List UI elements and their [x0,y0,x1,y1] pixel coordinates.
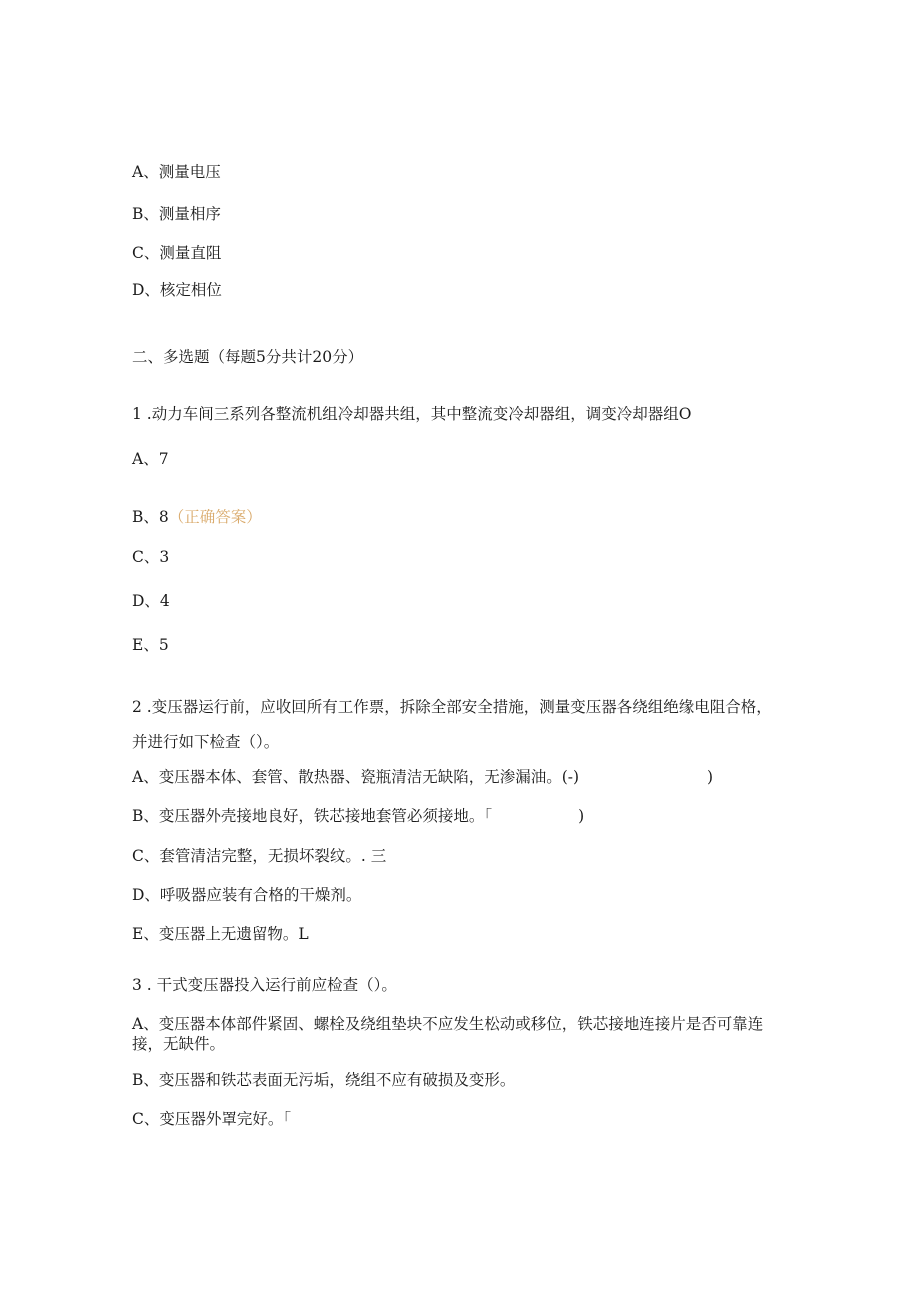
q2-option-a [132,767,713,787]
prev-question-option-a: A、测量电压 [132,163,221,181]
correct-answer-tag: （正确答案） [168,508,262,526]
q1-option-a: A、7 [132,450,169,468]
q2-option-c: C、套管清洁完整，无损坏裂纹。. 三 [132,847,387,865]
q3-option-a: A、变压器本体部件紧固、螺栓及绕组垫块不应发生松动或移位，铁芯接地连接片是否可靠连接，无缺件。 [132,1015,764,1053]
q2-option-b-end: ) [578,807,585,825]
q1-stem: 1 .动力车间三系列各整流机组冷却器共组，其中整流变冷却器组，调变冷却器组O [132,405,692,423]
prev-question-option-d: D、核定相位 [132,281,222,299]
q2-stem: 2 .变压器运行前，应收回所有工作票，拆除全部安全措施，测量变压器各绕组绝缘电阻合格，并进行如下检查（）。 [132,698,772,751]
q2-option-d: D、呼吸器应装有合格的干燥剂。 [132,886,362,904]
q2-option-a-text: A、变压器本体、套管、散热器、瓷瓶清洁无缺陷，无渗漏油。(-) [132,768,580,786]
prev-question-option-c: C、测量直阻 [132,244,222,262]
q3-option-b: B、变压器和铁芯表面无污垢，绕组不应有破损及变形。 [132,1071,516,1089]
q1-option-c: C、3 [132,548,170,566]
q2-option-b [132,806,584,826]
q1-option-d: D、4 [132,592,170,610]
q3-option-c: C、变压器外罩完好。「 [132,1110,292,1128]
q3-stem: 3 . 干式变压器投入运行前应检查（）。 [132,976,397,994]
q2-option-b-text: B、变压器外壳接地良好，铁芯接地套管必须接地。「 [132,807,493,825]
section-title-multiple-choice: 二、多选题（每题5分共计20分） [132,348,364,366]
prev-question-option-b: B、测量相序 [132,205,221,223]
q1-option-b [132,507,262,527]
q1-option-b-text: B、8 [132,508,169,526]
q2-option-a-end: ) [707,768,714,786]
q1-option-e: E、5 [132,636,169,654]
q2-option-e: E、变压器上无遗留物。L [132,925,309,943]
